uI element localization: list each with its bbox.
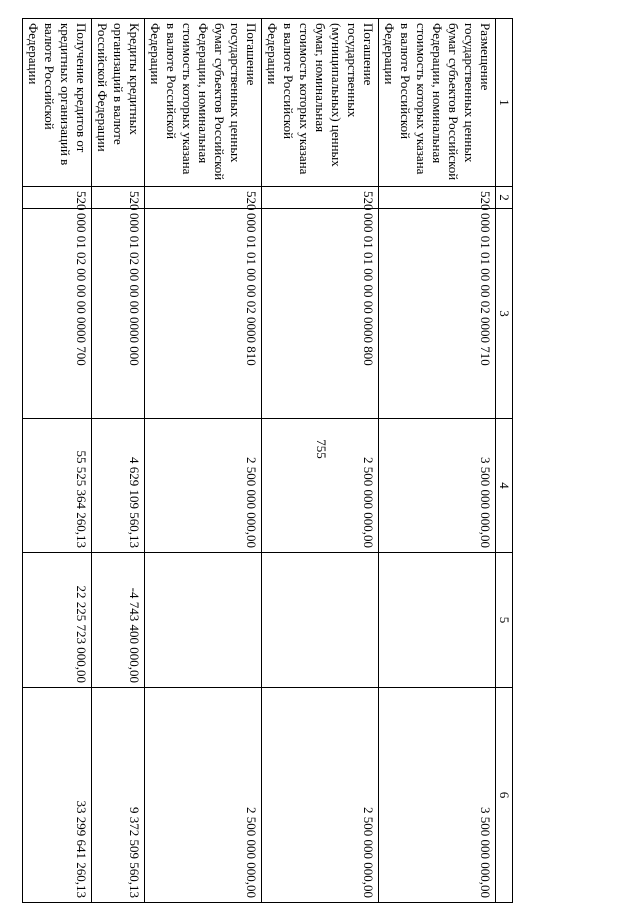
- column-header: 3: [496, 209, 513, 419]
- row-line-code: 520: [379, 187, 496, 209]
- budget-table: [22, 18, 513, 903]
- row-plan-value: 2 500 000 000,00: [145, 419, 262, 553]
- row-kbk-code: 000 01 02 00 00 00 0000 700: [23, 209, 92, 419]
- row-plan-value: 55 525 364 260,13: [23, 419, 92, 553]
- column-header: 1: [496, 19, 513, 187]
- row-name: Погашение государственных ценных бумаг субъектов Российской Федерации, номинальная стоимость которых указана в валюте Российской Федерации: [145, 19, 262, 187]
- row-plan-value: 3 500 000 000,00: [379, 419, 496, 553]
- table-row: [23, 19, 92, 903]
- rotated-page-content: [26, 18, 513, 902]
- row-line-code: 520: [145, 187, 262, 209]
- column-header: 5: [496, 553, 513, 688]
- row-unexecuted-value: 2 500 000 000,00: [262, 688, 379, 903]
- page-number: 755: [314, 439, 329, 459]
- row-name: Кредиты кредитных организаций в валюте Российской Федерации: [92, 19, 145, 187]
- row-unexecuted-value: 9 372 509 560,13: [92, 688, 145, 903]
- row-plan-value: 4 629 109 560,13: [92, 419, 145, 553]
- column-header: 6: [496, 688, 513, 903]
- table-row: [262, 19, 379, 903]
- row-name: Погашение государственных (муниципальных) ценных бумаг, номинальная стоимость которых указана в валюте Российской Федерации: [262, 19, 379, 187]
- row-line-code: 520: [262, 187, 379, 209]
- row-kbk-code: 000 01 02 00 00 00 0000 000: [92, 209, 145, 419]
- table-row: [379, 19, 496, 903]
- row-line-code: 520: [92, 187, 145, 209]
- table-row: [145, 19, 262, 903]
- row-plan-value: 2 500 000 000,00: [262, 419, 379, 553]
- row-line-code: 520: [23, 187, 92, 209]
- row-unexecuted-value: 3 500 000 000,00: [379, 688, 496, 903]
- table-row: [92, 19, 145, 903]
- column-header: 2: [496, 187, 513, 209]
- row-name: Получение кредитов от кредитных организаций в валюте Российской Федерации: [23, 19, 92, 187]
- row-name: Размещение государственных ценных бумаг субъектов Российской Федерации, номинальная стоимость которых указана в валюте Российской Федерации: [379, 19, 496, 187]
- row-unexecuted-value: 2 500 000 000,00: [145, 688, 262, 903]
- row-unexecuted-value: 33 299 641 260,13: [23, 688, 92, 903]
- row-executed-value: 22 225 723 000,00: [23, 553, 92, 688]
- row-kbk-code: 000 01 01 00 00 02 0000 710: [379, 209, 496, 419]
- row-executed-value: [145, 553, 262, 688]
- row-executed-value: [379, 553, 496, 688]
- row-kbk-code: 000 01 01 00 00 00 0000 800: [262, 209, 379, 419]
- row-executed-value: -4 743 400 000,00: [92, 553, 145, 688]
- row-executed-value: [262, 553, 379, 688]
- header-row: [496, 19, 513, 903]
- row-kbk-code: 000 01 01 00 00 02 0000 810: [145, 209, 262, 419]
- column-header: 4: [496, 419, 513, 553]
